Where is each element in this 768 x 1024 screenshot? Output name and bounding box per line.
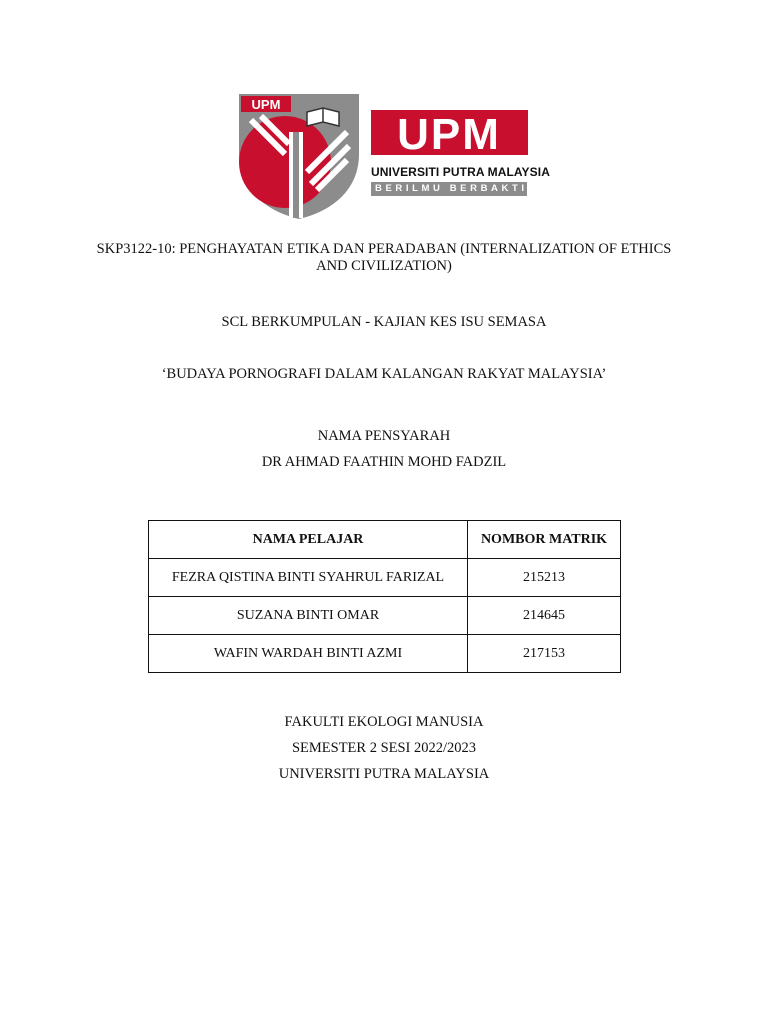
table-header-row (149, 521, 621, 559)
semester-info: SEMESTER 2 SESI 2022/2023 (291, 740, 477, 756)
student-name: SUZANA BINTI OMAR (149, 597, 468, 635)
upm-shield-emblem (237, 92, 361, 220)
table-row (149, 559, 621, 597)
brand-text: UPM (397, 110, 501, 155)
lecturer-heading: NAMA PENSYARAH (317, 428, 451, 444)
column-header-matric: NOMBOR MATRIK (468, 521, 621, 559)
upm-logo (237, 92, 550, 220)
student-name: FEZRA QISTINA BINTI SYAHRUL FARIZAL (149, 559, 468, 597)
student-matric: 217153 (468, 635, 621, 673)
table-row (149, 597, 621, 635)
column-header-name: NAMA PELAJAR (149, 521, 468, 559)
university-name-logo: UNIVERSITI PUTRA MALAYSIA (371, 165, 550, 179)
university-name: UNIVERSITI PUTRA MALAYSIA (278, 766, 490, 782)
topic-title: ‘BUDAYA PORNOGRAFI DALAM KALANGAN RAKYAT MALAYSIA’ (161, 366, 607, 382)
faculty-name: FAKULTI EKOLOGI MANUSIA (284, 714, 484, 730)
assignment-type: SCL BERKUMPULAN - KAJIAN KES ISU SEMASA (221, 314, 547, 330)
students-table (148, 520, 621, 673)
student-matric: 215213 (468, 559, 621, 597)
lecturer-name: DR AHMAD FAATHIN MOHD FADZIL (261, 454, 507, 470)
upm-letters (371, 110, 528, 155)
university-motto: BERILMU BERBAKTI (371, 182, 527, 196)
badge-text: UPM (251, 97, 281, 112)
course-title: SKP3122-10: PENGHAYATAN ETIKA DAN PERADABAN (INTERNALIZATION OF ETHICS AND CIVILIZATION) (96, 241, 672, 274)
upm-wordmark (371, 110, 550, 196)
student-name: WAFIN WARDAH BINTI AZMI (149, 635, 468, 673)
student-matric: 214645 (468, 597, 621, 635)
table-row (149, 635, 621, 673)
